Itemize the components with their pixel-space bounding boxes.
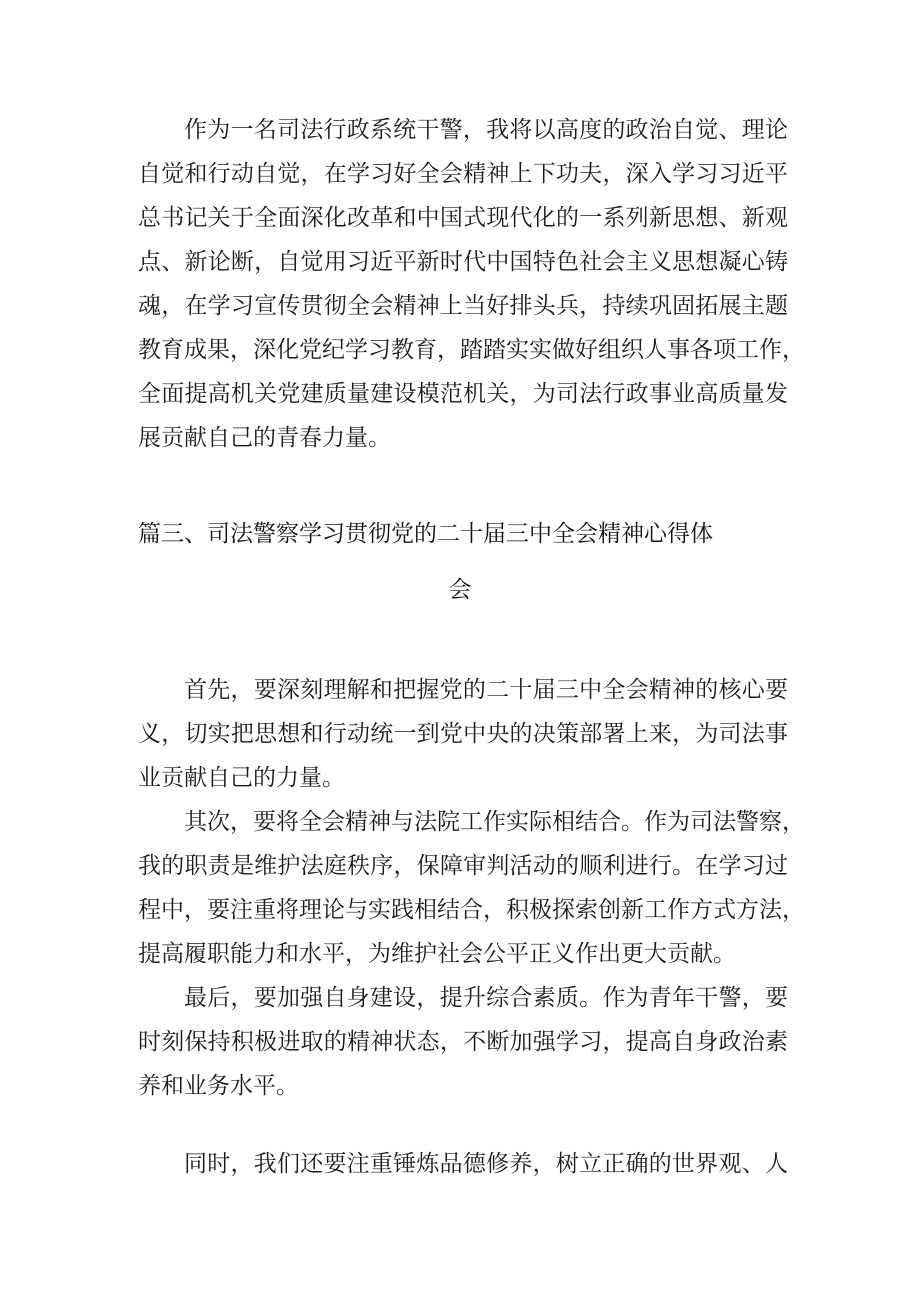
text-line: 其次，要将全会精神与法院工作实际相结合。作为司法警察， bbox=[184, 809, 805, 835]
section-heading-continuation: 会 bbox=[448, 577, 472, 603]
text-line: 首先，要深刻理解和把握党的二十届三中全会精神的核心要 bbox=[184, 677, 788, 703]
text-line: 作为一名司法行政系统干警，我将以高度的政治自觉、理论 bbox=[184, 117, 788, 143]
text-line: 展贡献自己的青春力量。 bbox=[138, 425, 391, 451]
text-line: 最后，要加强自身建设，提升综合素质。作为青年干警，要 bbox=[184, 985, 788, 1011]
text-line: 全面提高机关党建质量建设模范机关，为司法行政事业高质量发 bbox=[138, 381, 788, 407]
text-line: 义，切实把思想和行动统一到党中央的决策部署上来，为司法事 bbox=[138, 721, 788, 747]
section-heading: 篇三、司法警察学习贯彻党的二十届三中全会精神心得体 bbox=[138, 521, 713, 547]
text-line: 养和业务水平。 bbox=[138, 1073, 299, 1099]
text-line: 时刻保持积极进取的精神状态，不断加强学习，提高自身政治素 bbox=[138, 1029, 788, 1055]
text-line: 自觉和行动自觉，在学习好全会精神上下功夫，深入学习习近平 bbox=[138, 161, 788, 187]
text-line: 提高履职能力和水平，为维护社会公平正义作出更大贡献。 bbox=[138, 941, 736, 967]
text-line: 教育成果，深化党纪学习教育，踏踏实实做好组织人事各项工作， bbox=[138, 337, 805, 363]
text-line: 我的职责是维护法庭秩序，保障审判活动的顺利进行。在学习过 bbox=[138, 853, 788, 879]
text-line: 业贡献自己的力量。 bbox=[138, 765, 345, 791]
text-line: 魂，在学习宣传贯彻全会精神上当好排头兵，持续巩固拓展主题 bbox=[138, 293, 788, 319]
text-line: 点、新论断，自觉用习近平新时代中国特色社会主义思想凝心铸 bbox=[138, 249, 788, 275]
text-line: 总书记关于全面深化改革和中国式现代化的一系列新思想、新观 bbox=[138, 205, 788, 231]
text-line: 程中，要注重将理论与实践相结合，积极探索创新工作方式方法， bbox=[138, 897, 805, 923]
text-line: 同时，我们还要注重锤炼品德修养，树立正确的世界观、人 bbox=[184, 1151, 788, 1177]
